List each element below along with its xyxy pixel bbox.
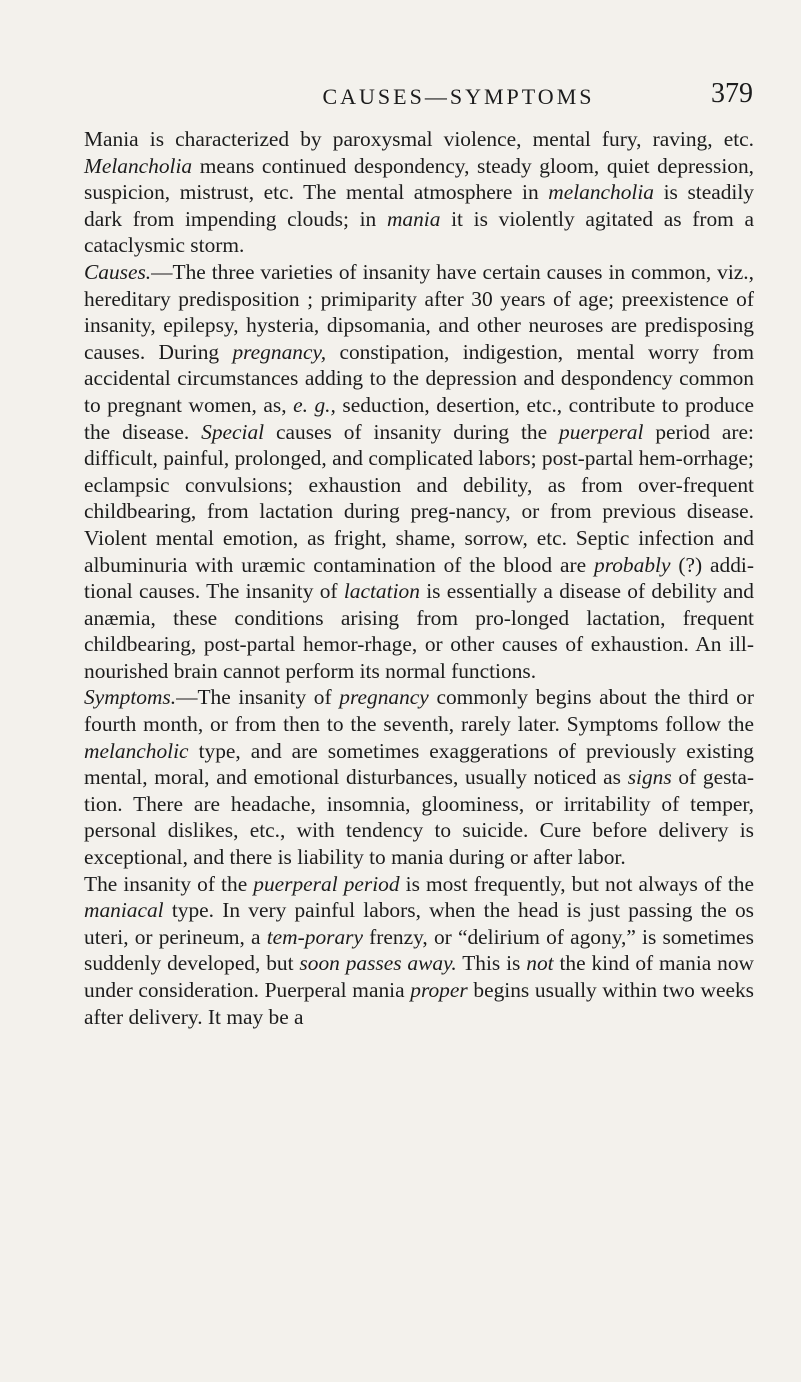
italic-run: melancholic — [84, 738, 189, 763]
italic-run: lactation — [343, 579, 420, 604]
text-run: causes of insanity during the — [264, 419, 560, 444]
text-run: constipation, indigestion, mental worry from accidental circumstances adding to the depression and despondency common to pregnant women, as, — [84, 339, 754, 417]
italic-run: mania — [386, 206, 441, 231]
italic-run: Causes. — [84, 259, 152, 284]
text-run: seduction, desertion, etc., contribute to produce the disease. — [84, 392, 754, 444]
paragraph-mania-definition — [84, 126, 754, 259]
text-run: it is violently agitated as from a cataclysmic storm. — [84, 206, 754, 258]
italic-run: pregnancy — [339, 685, 429, 710]
text-run: The insanity of the — [84, 871, 254, 896]
running-title: CAUSES—SYMPTOMS — [322, 84, 595, 109]
running-head — [84, 78, 753, 114]
text-run: means continued despondency, steady gloom, quiet depression, suspicion, mistrust, etc. The mental atmosphere in — [84, 153, 754, 205]
italic-run: pregnancy, — [232, 339, 327, 364]
italic-run: puerperal — [559, 419, 644, 444]
text-run: is most frequently, but not always of the — [399, 871, 754, 896]
text-run: (?) addi-tional causes. The insanity of — [84, 552, 754, 604]
text-run: period are: difficult, painful, prolonged, and complicated labors; post-partal hem-orrhage; eclampsic convulsions; exhaustion and debility, as from over-frequent childbearing, from lactation during preg-nancy, or from previous disease. Violent mental emotion, as fright, shame, sorrow, etc. Septic infection and albuminuria with uræmic contamination of the blood are — [84, 419, 754, 577]
italic-run: proper — [410, 978, 468, 1002]
italic-run: puerperal period — [253, 871, 400, 896]
italic-run: Special — [201, 419, 265, 444]
text-run: frenzy, or “delirium of agony,” is sometimes suddenly developed, but — [84, 924, 754, 976]
text-run: of gesta-tion. There are headache, insomnia, gloominess, or irritability of temper, personal dislikes, etc., with tendency to suicide. Cure before delivery is exceptional, and there is liability to mania during or after labor. — [84, 765, 754, 870]
italic-run: Symptoms. — [84, 685, 177, 710]
italic-run: probably — [594, 552, 671, 577]
text-run: Mania is characterized by paroxysmal violence, mental fury, raving, etc. — [84, 127, 754, 151]
italic-run: tem-porary — [266, 924, 363, 949]
text-run: is steadily dark from impending clouds; in — [84, 180, 755, 231]
paragraph-symptoms — [84, 684, 754, 870]
paragraph-causes — [84, 259, 754, 685]
text-run: the kind of mania now under consideration. Puerperal mania — [84, 951, 754, 1002]
italic-run: not — [526, 951, 554, 976]
italic-run: e. g., — [293, 392, 336, 417]
italic-run: soon passes away. — [299, 951, 457, 976]
text-run: —The insanity of — [176, 685, 340, 710]
text-run: —The three varieties of insanity have certain causes in common, viz., hereditary predisposition ; primiparity after 30 years of age; preexistence of insanity, epilepsy, hysteria, dipsomania, and other neuroses are predisposing causes. During — [84, 259, 754, 364]
italic-run: signs — [627, 765, 672, 790]
text-run: commonly begins about the third or fourth month, or from then to the seventh, rarely later. Symptoms follow the — [84, 685, 754, 737]
text-run: begins usually within two weeks after delivery. It may be a — [84, 978, 754, 1029]
text-run: type, and are sometimes exaggerations of previously existing mental, moral, and emotional disturbances, usually noticed as — [84, 738, 754, 790]
text-run: type. In very painful labors, when the head is just passing the os uteri, or perineum, a — [84, 898, 754, 949]
body-text — [84, 126, 754, 1030]
page-number: 379 — [711, 78, 753, 109]
italic-run: maniacal — [84, 898, 164, 923]
italic-run: Melancholia — [84, 153, 193, 178]
text-run: is essentially a disease of debility and anæmia, these conditions arising from pro-longed lactation, frequent childbearing, post-partal hemor-rhage, or other causes of exhaustion. An ill-nourished brain cannot perform its normal functions. — [84, 579, 754, 683]
paragraph-puerperal — [84, 871, 754, 1031]
italic-run: melancholia — [548, 180, 654, 205]
text-run: This is — [456, 951, 527, 976]
